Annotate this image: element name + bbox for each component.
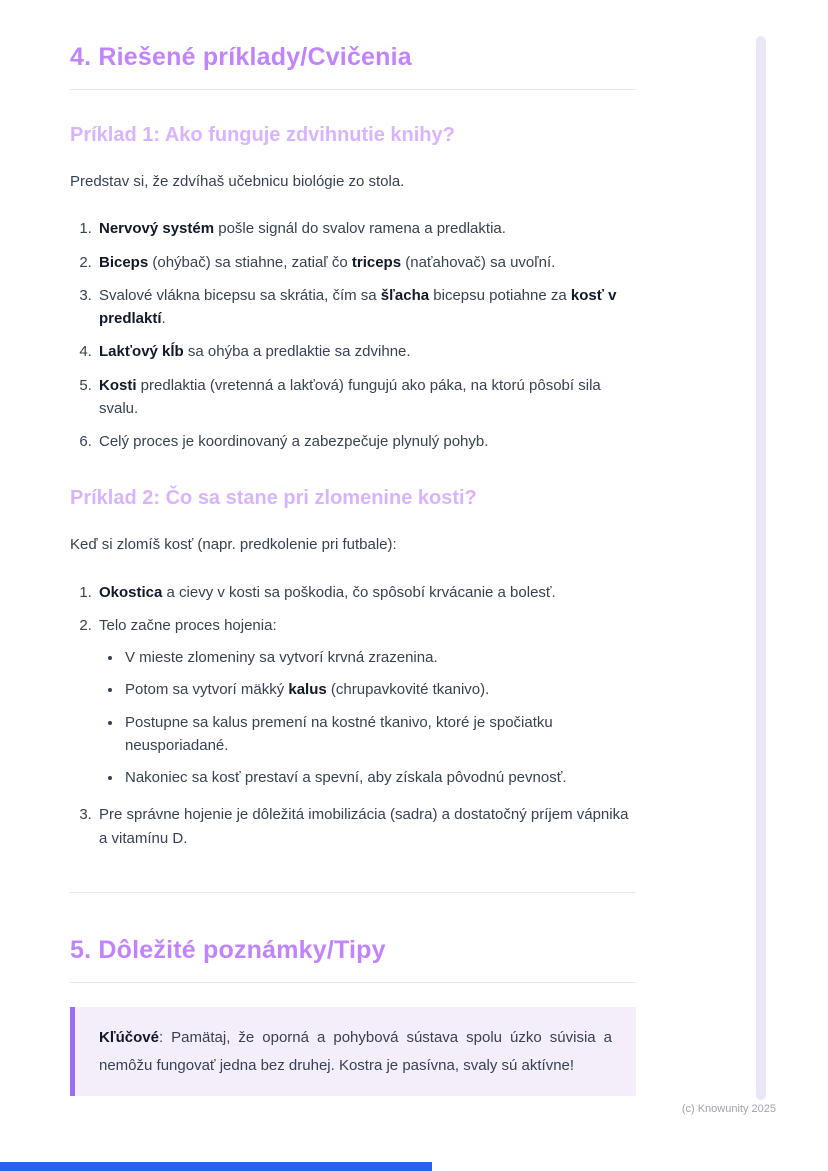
key-note-callout: Kľúčové: Pamätaj, že oporná a pohybová sústava spolu úzko súvisia a nemôžu fungovať jedna bez druhej. Kostra je pasívna, svaly sú aktívne! — [70, 1007, 636, 1097]
bullet-item: • Postupne sa kalus premení na kostné tkanivo, ktoré je spočiatku neusporiadané. — [123, 711, 636, 758]
bullet-item: • V mieste zlomeniny sa vytvorí krvná zrazenina. — [123, 646, 636, 669]
bullet-item: • Nakoniec sa kosť prestaví a spevní, aby získala pôvodnú pevnosť. — [123, 766, 636, 789]
step-item: 3. Pre správne hojenie je dôležitá imobilizácia (sadra) a dostatočný príjem vápnika a vitamínu D. — [96, 803, 636, 850]
healing-bullets-list — [99, 646, 636, 789]
example-2-intro: Keď si zlomíš kosť (napr. predkolenie pri futbale): — [70, 536, 397, 554]
bullet-item: • Potom sa vytvorí mäkký kalus (chrupavkovité tkanivo). — [123, 678, 636, 701]
next-page-edge — [0, 1162, 432, 1171]
step-item: 4. Lakťový kĺb sa ohýba a predlaktie sa zdvihne. — [96, 340, 636, 363]
step-item: 3. Svalové vlákna bicepsu sa skrátia, čím sa šľacha bicepsu potiahne za kosť v predlaktí. — [96, 284, 636, 331]
footer-copyright: (c) Knowunity 2025 — [681, 1103, 776, 1115]
example-1-heading: Príklad 1: Ako funguje zdvihnutie knihy? — [70, 124, 455, 146]
step-item: 2. Biceps (ohýbač) sa stiahne, zatiaľ čo triceps (naťahovač) sa uvoľní. — [96, 251, 636, 274]
section-5-heading-rule — [70, 982, 636, 983]
step-item: 1. Okostica a cievy v kosti sa poškodia, čo spôsobí krvácanie a bolesť. — [96, 581, 636, 604]
section-4-heading-rule — [70, 89, 636, 90]
page-content — [70, 0, 636, 1096]
step-item: 5. Kosti predlaktia (vretenná a lakťová) fungujú ako páka, na ktorú pôsobí sila svalu. — [96, 374, 636, 421]
example-2-heading: Príklad 2: Čo sa stane pri zlomenine kosti? — [70, 487, 477, 510]
example-1-steps-list — [70, 217, 636, 453]
section-5-heading: 5. Dôležité poznámky/Tipy — [70, 935, 386, 964]
step-item: 6. Celý proces je koordinovaný a zabezpečuje plynulý pohyb. — [96, 430, 636, 453]
section-4-heading: 4. Riešené príklady/Cvičenia — [70, 43, 412, 71]
example-2-steps-list — [70, 581, 636, 850]
scrollbar[interactable] — [756, 36, 766, 1100]
section-divider — [70, 892, 636, 893]
step-item-text: Telo začne proces hojenia: — [99, 616, 277, 634]
step-item: 1. Nervový systém pošle signál do svalov ramena a predlaktia. — [96, 217, 636, 240]
example-1-intro: Predstav si, že zdvíhaš učebnicu biológie zo stola. — [70, 173, 405, 190]
step-item — [96, 614, 636, 790]
